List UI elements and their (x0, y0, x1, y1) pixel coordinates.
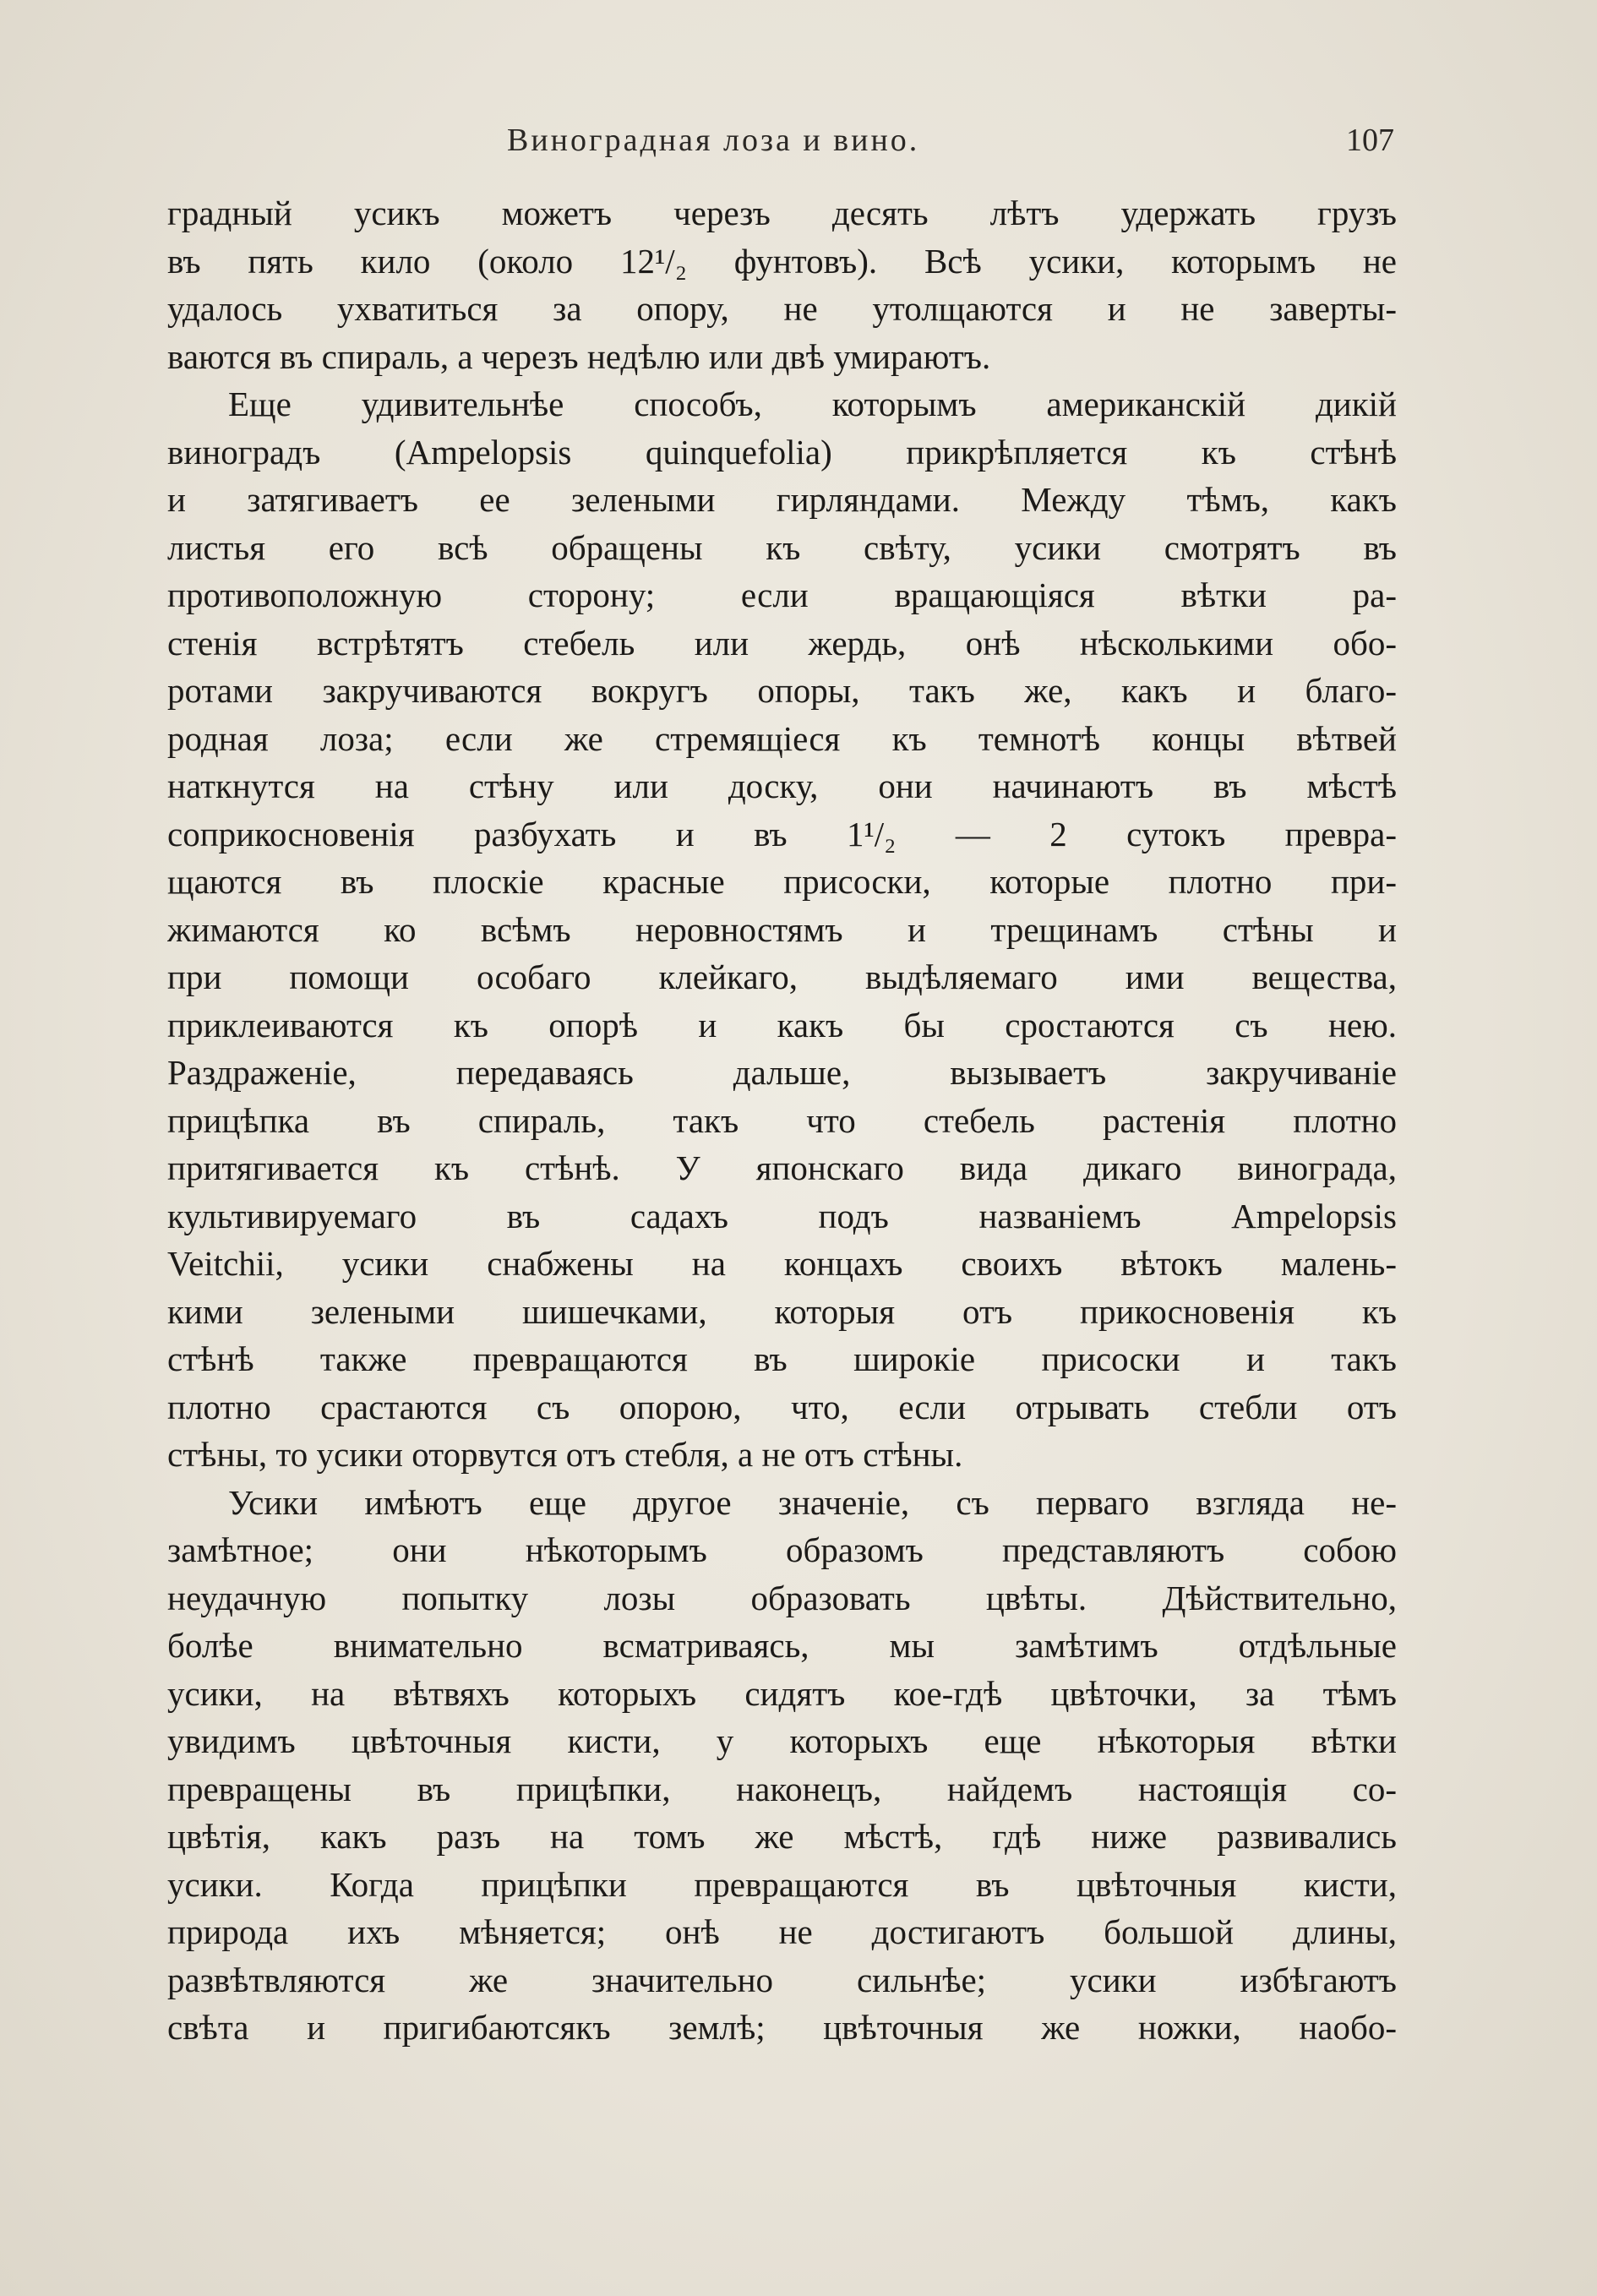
text-line: увидимъ цвѣточныя кисти, у которыхъ еще нѣкоторыя вѣтки (167, 1721, 1397, 1760)
text-line: усики, на вѣтвяхъ которыхъ сидятъ кое-гдѣ цвѣточки, за тѣмъ (167, 1673, 1397, 1713)
page-number: 107 (1346, 123, 1394, 158)
text-line: жимаются ко всѣмъ неровностямъ и трещинамъ стѣны и (167, 909, 1397, 949)
text-line: Раздраженіе, передаваясь дальше, вызываетъ закручиваніе (167, 1053, 1397, 1092)
text-line: стѣны, то усики оторвутся отъ стебля, а не отъ стѣны. (167, 1435, 963, 1474)
text-line: ротами закручиваются вокругъ опоры, такъ же, какъ и благо- (167, 671, 1397, 710)
text-line: Усики имѣютъ еще другое значеніе, съ перваго взгляда не- (228, 1482, 1397, 1522)
text-line: соприкосновенія разбухать и въ 1¹/₂ — 2 сутокъ превра- (167, 814, 1397, 854)
paragraph (167, 189, 1397, 380)
paragraph (167, 380, 1397, 1479)
text-line: превращены въ прицѣпки, наконецъ, найдемъ настоящія со- (167, 1769, 1397, 1808)
text-line: плотно срастаются съ опорою, что, если отрывать стебли отъ (167, 1387, 1397, 1426)
page-header (169, 122, 1394, 172)
text-line: свѣта и пригибаютсякъ землѣ; цвѣточныя же ножки, наобо- (167, 2008, 1397, 2047)
text-line: при помощи особаго клейкаго, выдѣляемаго ими вещества, (167, 957, 1397, 996)
text-line: щаются въ плоскіе красные присоски, которые плотно при- (167, 862, 1397, 901)
text-line: родная лоза; если же стремящіеся къ темнотѣ концы вѣтвей (167, 718, 1397, 758)
text-line: развѣтвляются же значительно сильнѣе; усики избѣгаютъ (167, 1960, 1397, 1999)
body-text (167, 189, 1397, 2052)
text-line: цвѣтія, какъ разъ на томъ же мѣстѣ, гдѣ ниже развивались (167, 1817, 1397, 1856)
text-line: замѣтное; они нѣкоторымъ образомъ представляютъ собою (167, 1530, 1397, 1569)
text-line: стенія встрѣтятъ стебель или жердь, онѣ нѣсколькими обо- (167, 623, 1397, 663)
text-line: культивируемаго въ садахъ подъ названіемъ Ampelopsis (167, 1196, 1397, 1235)
text-line: удалось ухватиться за опору, не утолщаются и не заверты- (167, 289, 1397, 328)
text-line: наткнутся на стѣну или доску, они начинаютъ въ мѣстѣ (167, 766, 1397, 805)
text-line: болѣе внимательно всматриваясь, мы замѣтимъ отдѣльные (167, 1626, 1397, 1665)
text-line: приклеиваются къ опорѣ и какъ бы сростаются съ нею. (167, 1005, 1397, 1044)
text-line: притягивается къ стѣнѣ. У японскаго вида дикаго винограда, (167, 1148, 1397, 1187)
text-line: кими зелеными шишечками, которыя отъ прикосновенія къ (167, 1291, 1397, 1331)
text-line: природа ихъ мѣняется; онѣ не достигаютъ большой длины, (167, 1912, 1397, 1951)
text-line: неудачную попытку лозы образовать цвѣты. Дѣйствительно, (167, 1578, 1397, 1617)
text-line: листья его всѣ обращены къ свѣту, усики смотрятъ въ (167, 527, 1397, 567)
text-line: и затягиваетъ ее зелеными гирляндами. Между тѣмъ, какъ (167, 480, 1397, 519)
text-line: ваются въ спираль, а черезъ недѣлю или двѣ умираютъ. (167, 336, 991, 376)
text-line: градный усикъ можетъ черезъ десять лѣтъ удержать грузъ (167, 194, 1397, 232)
text-line: стѣнѣ также превращаются въ широкіе присоски и такъ (167, 1339, 1397, 1378)
text-line: Veitchii, усики снабжены на концахъ своихъ вѣтокъ малень- (167, 1244, 1397, 1283)
text-line: прицѣпка въ спираль, такъ что стебель растенія плотно (167, 1100, 1397, 1140)
paragraph (167, 1479, 1397, 2052)
text-line: усики. Когда прицѣпки превращаются въ цвѣточныя кисти, (167, 1864, 1397, 1904)
text-line: виноградъ (Ampelopsis quinquefolia) прикрѣпляется къ стѣнѣ (167, 432, 1397, 472)
running-title: Виноградная лоза и вино. (507, 123, 920, 158)
text-line: противоположную сторону; если вращающіяся вѣтки ра- (167, 575, 1397, 614)
text-line: въ пять кило (около 12¹/₂ фунтовъ). Всѣ усики, которымъ не (167, 241, 1397, 281)
text-line: Еще удивительнѣе способъ, которымъ американскій дикій (228, 384, 1397, 423)
